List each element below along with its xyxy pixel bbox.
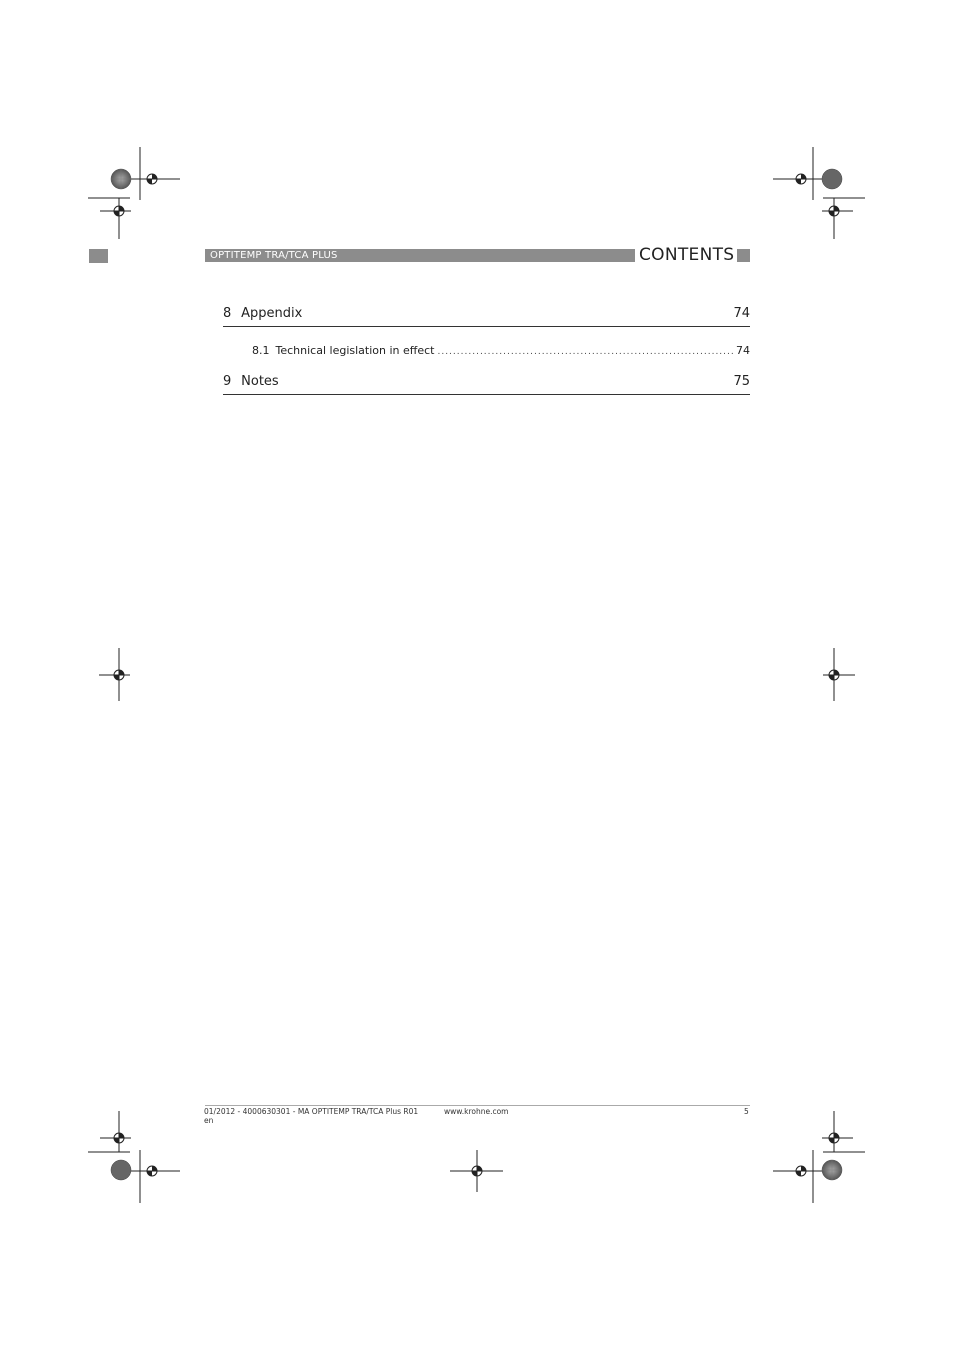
toc-chapter-page: 74 [733,306,750,321]
footer-language: en [204,1116,214,1125]
toc-chapter-number: 8 [223,306,232,321]
toc-subsection-title: Technical legislation in effect [275,344,435,357]
footer-page-number: 5 [744,1107,749,1116]
toc-chapter-page: 75 [733,374,750,389]
header-section-title: CONTENTS [639,245,735,265]
toc-chapter-title: Appendix [241,306,303,321]
footer-website: www.krohne.com [444,1107,509,1116]
footer-doc-code: 01/2012 - 4000630301 - MA OPTITEMP TRA/TCA Plus R01 [204,1107,419,1116]
header-doc-title: OPTITEMP TRA/TCA PLUS [210,250,338,261]
crosshair-registration-icon [450,1150,503,1192]
crosshair-registration-icon [773,1111,865,1203]
crosshair-registration-icon [99,648,130,701]
color-target-icon [111,169,131,189]
crosshair-registration-icon [88,147,180,239]
toc-subsection-page: 74 [736,344,750,357]
toc-chapter-number: 9 [223,374,232,389]
crosshair-registration-icon [773,147,865,239]
toc-chapter-title: Notes [241,374,279,389]
color-target-icon [111,1160,131,1180]
color-target-icon [822,169,842,189]
color-target-icon [822,1160,842,1180]
crosshair-registration-icon [823,648,855,701]
crosshair-registration-icon [88,1111,180,1203]
toc-subsection-number: 8.1 [252,344,270,357]
